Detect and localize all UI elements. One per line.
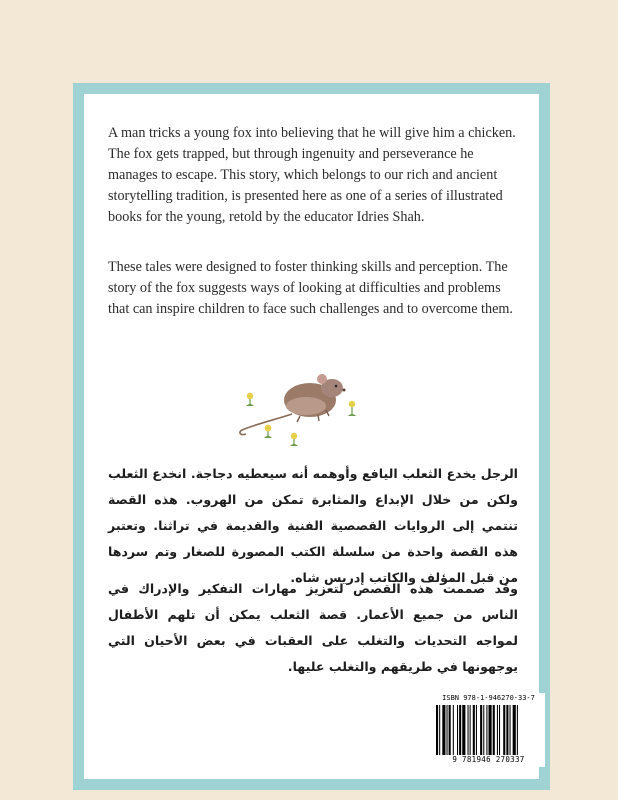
barcode-bars [436, 705, 541, 755]
isbn-barcode [432, 693, 545, 767]
arabic-blurb-paragraph-2: وقد صممت هذه القصص لتعزيز مهارات التفكير والإدراك في الناس من جميع الأعمار. قصة الثعلب يمكن أن تلهم الأطفال لمواجه التحديات والتغلب على العقبات في بعض الأحيان التي يوجهونها في طريقهم والتغلب عليها. [108, 581, 518, 674]
barcode-digits: 9 781946 270337 [452, 755, 525, 764]
isbn-label: ISBN 978-1-946270-33-7 [442, 694, 535, 702]
english-blurb-paragraph-2: These tales were designed to foster thinking skills and perception. The story of the fox suggests ways of looking at difficulties and problems that can inspire children to face such challenges and to overcome them. [108, 259, 513, 317]
english-blurb-paragraph-1: A man tricks a young fox into believing that he will give him a chicken. The fox gets trapped, but through ingenuity and perseverance he manages to escape. This story, which belongs to our rich and ancient storytelling tradition, is presented here as one of a series of illustrated books for the young, retold by the educator Idries Shah. [108, 125, 516, 225]
arabic-blurb-paragraph-1: الرجل يخدع الثعلب اليافع وأوهمه أنه سيعطيه دجاجة. انخدع الثعلب ولكن من خلال الإبداع والمثابرة تمكن من الهروب. هذه القصة تنتمي إلى الروايات القصصية الفنية والقديمة في تراثنا. وتعتبر هذه القصة واحدة من سلسلة الكتب المصورة للصغار وتم سردها من قبل المؤلف والكاتب إدريس شاه. [108, 466, 518, 585]
mouse-with-flowers-icon [234, 366, 364, 450]
